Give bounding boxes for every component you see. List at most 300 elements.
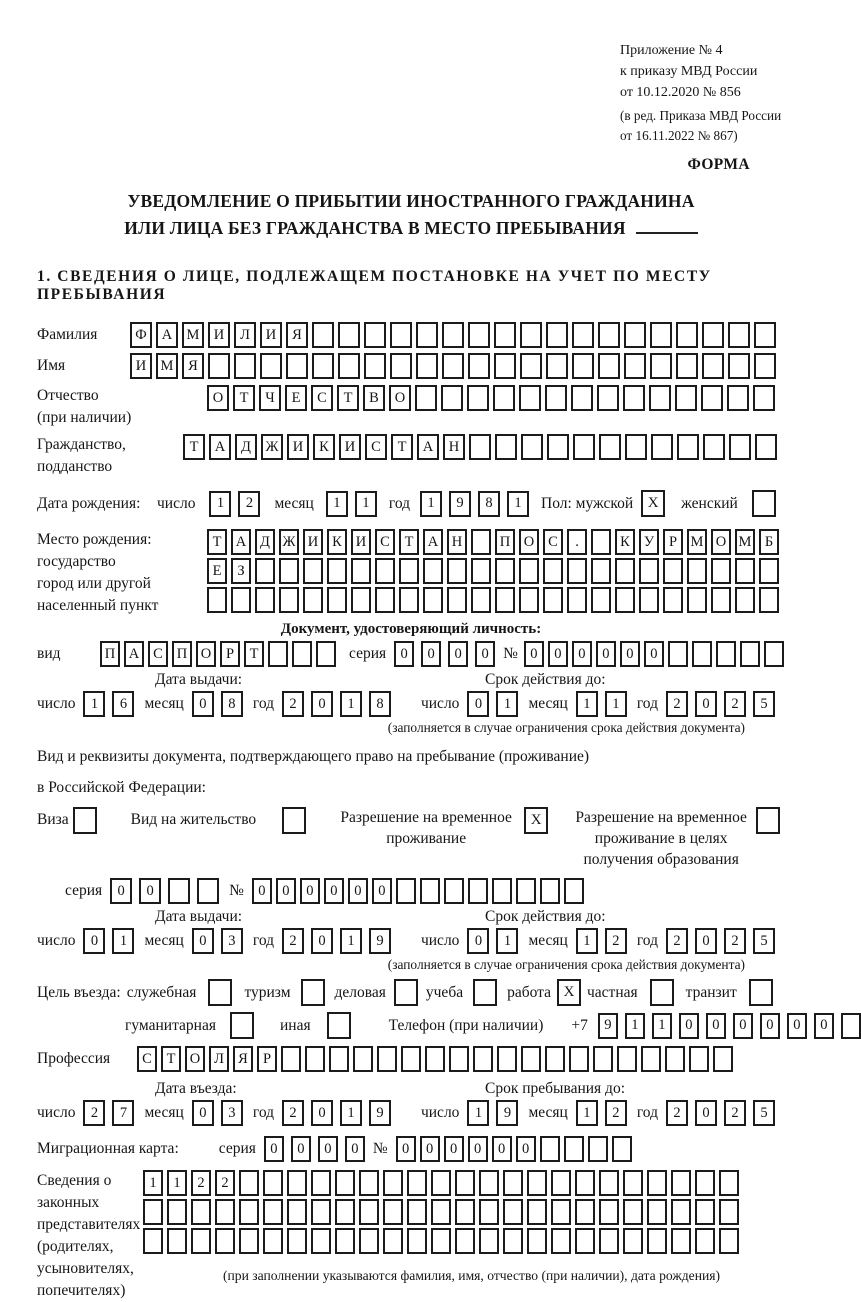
char-cell[interactable]: Т [399,529,419,555]
char-cell[interactable] [287,1228,307,1254]
char-cell[interactable]: 7 [112,1100,134,1126]
char-cell[interactable]: О [519,529,539,555]
char-cell[interactable] [359,1228,379,1254]
char-cell[interactable]: 0 [420,1136,440,1162]
issue-day-cells[interactable] [83,691,134,717]
char-cell[interactable] [329,1046,349,1072]
char-cell[interactable] [689,1046,709,1072]
char-cell[interactable] [719,1170,739,1196]
char-cell[interactable] [701,385,723,411]
char-cell[interactable]: 0 [467,928,489,954]
char-cell[interactable]: 1 [496,691,518,717]
residence-issue-year-cells[interactable] [282,928,391,954]
name-cells[interactable] [130,353,776,379]
char-cell[interactable] [495,434,517,460]
char-cell[interactable]: Е [285,385,307,411]
purpose-work-checkbox[interactable]: X [557,979,581,1006]
char-cell[interactable]: 9 [369,1100,391,1126]
char-cell[interactable]: Н [443,434,465,460]
char-cell[interactable] [759,558,779,584]
char-cell[interactable] [468,322,490,348]
char-cell[interactable]: 9 [598,1013,618,1039]
char-cell[interactable]: Р [257,1046,277,1072]
char-cell[interactable]: Я [286,322,308,348]
char-cell[interactable]: 0 [695,1100,717,1126]
char-cell[interactable] [727,385,749,411]
char-cell[interactable] [520,353,542,379]
char-cell[interactable]: В [363,385,385,411]
char-cell[interactable] [191,1228,211,1254]
char-cell[interactable]: 2 [605,1100,627,1126]
char-cell[interactable]: А [209,434,231,460]
patronymic-cells[interactable] [207,385,775,411]
char-cell[interactable] [593,1046,613,1072]
visa-checkbox[interactable] [73,807,97,834]
char-cell[interactable] [351,587,371,613]
char-cell[interactable] [702,322,724,348]
char-cell[interactable] [754,353,776,379]
char-cell[interactable] [647,1228,667,1254]
char-cell[interactable]: Я [233,1046,253,1072]
char-cell[interactable]: З [231,558,251,584]
char-cell[interactable] [695,1199,715,1225]
char-cell[interactable] [407,1170,427,1196]
char-cell[interactable] [564,878,584,904]
purpose-other-checkbox[interactable] [327,1012,351,1039]
char-cell[interactable]: 1 [112,928,134,954]
representatives-row1-cells[interactable] [143,1170,739,1196]
char-cell[interactable]: 1 [507,491,529,517]
char-cell[interactable]: Т [183,434,205,460]
char-cell[interactable]: 5 [753,691,775,717]
char-cell[interactable]: О [711,529,731,555]
char-cell[interactable]: 5 [753,928,775,954]
char-cell[interactable] [167,1199,187,1225]
char-cell[interactable]: Ч [259,385,281,411]
char-cell[interactable]: Л [234,322,256,348]
char-cell[interactable]: 0 [468,1136,488,1162]
char-cell[interactable]: 0 [276,878,296,904]
char-cell[interactable] [239,1228,259,1254]
char-cell[interactable] [519,385,541,411]
char-cell[interactable]: 0 [311,691,333,717]
char-cell[interactable] [711,558,731,584]
char-cell[interactable]: 0 [348,878,368,904]
char-cell[interactable] [716,641,736,667]
char-cell[interactable] [351,558,371,584]
char-cell[interactable]: М [735,529,755,555]
char-cell[interactable] [521,434,543,460]
char-cell[interactable] [543,587,563,613]
char-cell[interactable]: 8 [478,491,500,517]
char-cell[interactable]: Д [235,434,257,460]
char-cell[interactable] [676,353,698,379]
char-cell[interactable] [519,558,539,584]
residence-series-cells[interactable] [110,878,219,904]
char-cell[interactable] [327,558,347,584]
char-cell[interactable] [591,558,611,584]
sex-male-checkbox[interactable]: X [641,490,665,517]
char-cell[interactable] [390,322,412,348]
char-cell[interactable] [364,353,386,379]
entry-year-cells[interactable] [282,1100,391,1126]
char-cell[interactable]: 2 [724,691,746,717]
char-cell[interactable] [359,1199,379,1225]
char-cell[interactable]: А [417,434,439,460]
char-cell[interactable]: 1 [652,1013,672,1039]
char-cell[interactable] [521,1046,541,1072]
char-cell[interactable]: О [207,385,229,411]
char-cell[interactable] [327,587,347,613]
char-cell[interactable] [677,434,699,460]
char-cell[interactable] [503,1228,523,1254]
char-cell[interactable] [567,587,587,613]
char-cell[interactable]: И [351,529,371,555]
char-cell[interactable] [281,1046,301,1072]
char-cell[interactable] [338,322,360,348]
char-cell[interactable]: 2 [282,691,304,717]
char-cell[interactable] [651,434,673,460]
char-cell[interactable] [468,353,490,379]
birthplace-row3-cells[interactable] [207,587,779,613]
char-cell[interactable]: 0 [83,928,105,954]
char-cell[interactable] [335,1228,355,1254]
char-cell[interactable] [755,434,777,460]
char-cell[interactable] [479,1170,499,1196]
char-cell[interactable] [591,587,611,613]
char-cell[interactable] [423,558,443,584]
char-cell[interactable]: 1 [467,1100,489,1126]
valid-year-cells[interactable] [666,691,775,717]
char-cell[interactable]: П [172,641,192,667]
char-cell[interactable]: 1 [576,1100,598,1126]
char-cell[interactable] [520,322,542,348]
char-cell[interactable] [415,385,437,411]
residence-issue-month-cells[interactable] [192,928,243,954]
char-cell[interactable] [377,1046,397,1072]
char-cell[interactable] [650,353,672,379]
char-cell[interactable]: Ж [279,529,299,555]
char-cell[interactable] [255,558,275,584]
char-cell[interactable] [399,587,419,613]
char-cell[interactable]: Н [447,529,467,555]
char-cell[interactable]: 2 [605,928,627,954]
char-cell[interactable] [695,1170,715,1196]
char-cell[interactable]: У [639,529,659,555]
char-cell[interactable] [598,322,620,348]
char-cell[interactable] [668,641,688,667]
purpose-transit-checkbox[interactable] [749,979,773,1006]
char-cell[interactable] [546,353,568,379]
residence-permit-checkbox[interactable] [282,807,306,834]
char-cell[interactable] [754,322,776,348]
char-cell[interactable]: 2 [83,1100,105,1126]
char-cell[interactable]: 2 [282,1100,304,1126]
char-cell[interactable]: 1 [209,491,231,517]
char-cell[interactable]: И [303,529,323,555]
char-cell[interactable] [495,587,515,613]
char-cell[interactable] [573,434,595,460]
char-cell[interactable] [612,1136,632,1162]
char-cell[interactable] [468,878,488,904]
char-cell[interactable]: 1 [340,928,362,954]
char-cell[interactable] [442,322,464,348]
purpose-humanitarian-checkbox[interactable] [230,1012,254,1039]
char-cell[interactable] [335,1170,355,1196]
char-cell[interactable]: . [567,529,587,555]
char-cell[interactable] [287,1199,307,1225]
char-cell[interactable]: С [543,529,563,555]
char-cell[interactable]: 1 [167,1170,187,1196]
char-cell[interactable] [471,529,491,555]
char-cell[interactable] [469,434,491,460]
citizenship-cells[interactable] [183,434,777,460]
char-cell[interactable] [441,385,463,411]
char-cell[interactable] [303,587,323,613]
char-cell[interactable]: Д [255,529,275,555]
char-cell[interactable] [597,385,619,411]
birthplace-row2-cells[interactable] [207,558,779,584]
char-cell[interactable]: 1 [326,491,348,517]
char-cell[interactable] [540,878,560,904]
char-cell[interactable] [416,322,438,348]
birthplace-row1-cells[interactable] [207,529,779,555]
char-cell[interactable] [599,434,621,460]
char-cell[interactable] [311,1199,331,1225]
char-cell[interactable]: И [260,322,282,348]
char-cell[interactable]: 0 [695,928,717,954]
char-cell[interactable] [416,353,438,379]
doc-number-cells[interactable] [524,641,784,667]
char-cell[interactable] [516,878,536,904]
char-cell[interactable]: К [615,529,635,555]
char-cell[interactable]: С [137,1046,157,1072]
char-cell[interactable] [575,1228,595,1254]
char-cell[interactable]: 0 [192,928,214,954]
char-cell[interactable] [527,1228,547,1254]
char-cell[interactable] [268,641,288,667]
char-cell[interactable]: 0 [345,1136,365,1162]
char-cell[interactable]: 1 [83,691,105,717]
char-cell[interactable] [396,878,416,904]
char-cell[interactable] [551,1170,571,1196]
char-cell[interactable] [728,353,750,379]
char-cell[interactable]: 0 [448,641,468,667]
char-cell[interactable]: Т [161,1046,181,1072]
char-cell[interactable] [263,1228,283,1254]
char-cell[interactable] [671,1199,691,1225]
char-cell[interactable] [375,587,395,613]
char-cell[interactable] [338,353,360,379]
char-cell[interactable]: 3 [221,928,243,954]
char-cell[interactable] [359,1170,379,1196]
char-cell[interactable] [208,353,230,379]
char-cell[interactable]: 0 [444,1136,464,1162]
char-cell[interactable] [239,1170,259,1196]
char-cell[interactable]: 0 [516,1136,536,1162]
char-cell[interactable]: А [124,641,144,667]
char-cell[interactable] [494,353,516,379]
char-cell[interactable]: 0 [192,1100,214,1126]
char-cell[interactable] [286,353,308,379]
char-cell[interactable] [479,1199,499,1225]
char-cell[interactable]: 1 [340,691,362,717]
char-cell[interactable] [623,385,645,411]
char-cell[interactable] [375,558,395,584]
residence-valid-year-cells[interactable] [666,928,775,954]
char-cell[interactable] [234,353,256,379]
surname-cells[interactable] [130,322,776,348]
char-cell[interactable] [447,558,467,584]
char-cell[interactable]: 0 [467,691,489,717]
char-cell[interactable] [431,1199,451,1225]
char-cell[interactable]: Р [663,529,683,555]
char-cell[interactable]: О [196,641,216,667]
char-cell[interactable] [383,1228,403,1254]
char-cell[interactable]: Т [391,434,413,460]
char-cell[interactable]: 8 [369,691,391,717]
char-cell[interactable]: Р [220,641,240,667]
char-cell[interactable] [383,1170,403,1196]
char-cell[interactable] [623,1170,643,1196]
char-cell[interactable] [215,1199,235,1225]
char-cell[interactable]: Т [337,385,359,411]
char-cell[interactable] [575,1170,595,1196]
char-cell[interactable] [401,1046,421,1072]
char-cell[interactable]: 1 [625,1013,645,1039]
stay-month-cells[interactable] [576,1100,627,1126]
doc-kind-cells[interactable] [100,641,336,667]
char-cell[interactable] [729,434,751,460]
char-cell[interactable]: 0 [733,1013,753,1039]
birth-day-cells[interactable] [209,491,260,517]
char-cell[interactable] [599,1199,619,1225]
char-cell[interactable]: М [687,529,707,555]
char-cell[interactable] [759,587,779,613]
char-cell[interactable]: П [100,641,120,667]
doc-series-cells[interactable] [394,641,495,667]
char-cell[interactable] [494,322,516,348]
char-cell[interactable]: 9 [449,491,471,517]
char-cell[interactable] [624,353,646,379]
valid-day-cells[interactable] [467,691,518,717]
char-cell[interactable] [191,1199,211,1225]
char-cell[interactable]: 0 [421,641,441,667]
char-cell[interactable] [545,1046,565,1072]
char-cell[interactable] [567,558,587,584]
char-cell[interactable]: Т [207,529,227,555]
char-cell[interactable] [623,1228,643,1254]
char-cell[interactable] [444,878,464,904]
birth-year-cells[interactable] [420,491,529,517]
char-cell[interactable] [497,1046,517,1072]
char-cell[interactable] [735,587,755,613]
char-cell[interactable]: 0 [311,928,333,954]
char-cell[interactable] [255,587,275,613]
char-cell[interactable] [687,587,707,613]
char-cell[interactable] [471,558,491,584]
char-cell[interactable] [719,1228,739,1254]
migration-series-cells[interactable] [264,1136,365,1162]
char-cell[interactable] [695,1228,715,1254]
purpose-tourism-checkbox[interactable] [301,979,325,1006]
char-cell[interactable] [575,1199,595,1225]
char-cell[interactable] [719,1199,739,1225]
char-cell[interactable] [624,322,646,348]
char-cell[interactable] [639,587,659,613]
char-cell[interactable]: 2 [666,928,688,954]
char-cell[interactable] [702,353,724,379]
char-cell[interactable] [492,878,512,904]
char-cell[interactable] [671,1228,691,1254]
char-cell[interactable]: 0 [572,641,592,667]
char-cell[interactable]: 2 [666,1100,688,1126]
char-cell[interactable]: 0 [706,1013,726,1039]
char-cell[interactable]: П [495,529,515,555]
temp-residence-edu-checkbox[interactable] [756,807,780,834]
char-cell[interactable]: 0 [318,1136,338,1162]
char-cell[interactable]: А [231,529,251,555]
char-cell[interactable] [311,1170,331,1196]
char-cell[interactable] [572,353,594,379]
char-cell[interactable] [167,1228,187,1254]
char-cell[interactable] [479,1228,499,1254]
char-cell[interactable] [598,353,620,379]
char-cell[interactable] [639,558,659,584]
char-cell[interactable]: 0 [644,641,664,667]
temp-residence-checkbox[interactable]: X [524,807,548,834]
residence-number-cells[interactable] [252,878,584,904]
char-cell[interactable] [649,385,671,411]
char-cell[interactable] [143,1228,163,1254]
char-cell[interactable] [687,558,707,584]
char-cell[interactable] [431,1228,451,1254]
char-cell[interactable] [551,1199,571,1225]
char-cell[interactable]: С [365,434,387,460]
char-cell[interactable]: 0 [760,1013,780,1039]
representatives-row3-cells[interactable] [143,1228,739,1254]
char-cell[interactable] [615,558,635,584]
char-cell[interactable] [764,641,784,667]
char-cell[interactable]: 3 [221,1100,243,1126]
char-cell[interactable]: 0 [814,1013,834,1039]
char-cell[interactable] [407,1199,427,1225]
char-cell[interactable] [423,587,443,613]
char-cell[interactable]: 1 [496,928,518,954]
migration-number-cells[interactable] [396,1136,632,1162]
char-cell[interactable] [447,587,467,613]
representatives-row2-cells[interactable] [143,1199,739,1225]
char-cell[interactable]: 2 [238,491,260,517]
char-cell[interactable] [641,1046,661,1072]
char-cell[interactable] [287,1170,307,1196]
char-cell[interactable] [543,558,563,584]
char-cell[interactable]: 8 [221,691,243,717]
char-cell[interactable] [615,587,635,613]
char-cell[interactable]: Л [209,1046,229,1072]
entry-month-cells[interactable] [192,1100,243,1126]
char-cell[interactable]: И [287,434,309,460]
char-cell[interactable] [740,641,760,667]
char-cell[interactable] [527,1199,547,1225]
char-cell[interactable] [571,385,593,411]
char-cell[interactable] [303,558,323,584]
char-cell[interactable] [305,1046,325,1072]
char-cell[interactable]: О [389,385,411,411]
char-cell[interactable] [335,1199,355,1225]
char-cell[interactable] [617,1046,637,1072]
char-cell[interactable]: 0 [311,1100,333,1126]
